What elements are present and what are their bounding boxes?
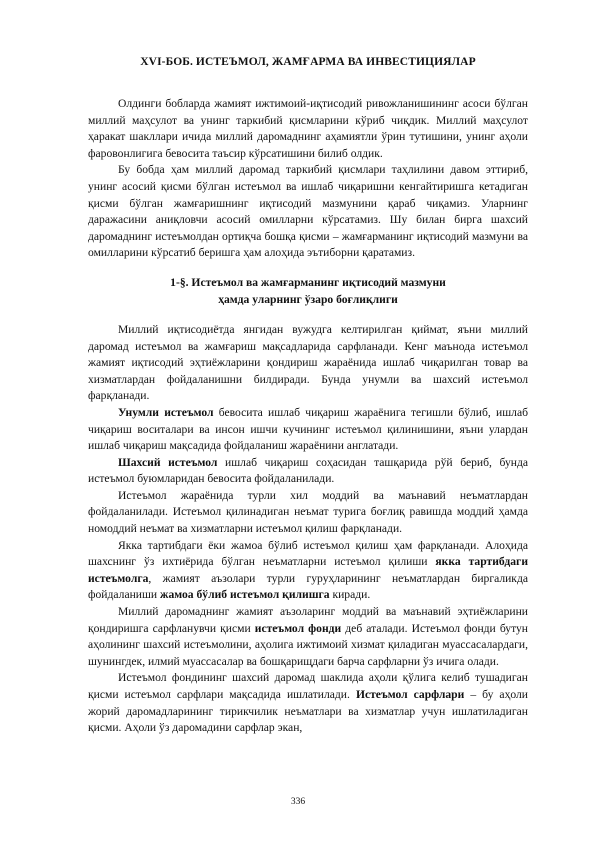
paragraph-consumption-expenses <box>88 670 528 736</box>
paragraph-material-goods: Истеъмол жараёнида турли хил моддий ва маънавий неъматлардан фойдаланилади. Истеъмол қилинадиган неъмат турига боғлиқ равишда моддий ҳамда номоддий неъмат ва хизматларни истеъмол қилиш фарқланади. <box>88 488 528 536</box>
paragraph-consumption-fund <box>88 604 528 670</box>
term-consumption-expenses: Истеъмол сарфлари <box>355 688 465 701</box>
intro-paragraph-2: Бу бобда ҳам миллий даромад таркибий қисмлари таҳлилини давом эттириб, унинг асосий қисми бўлган истеъмол ва ишлаб чиқаришни кенгайтиришга кетадиган қисми бўлган жамғаришнинг иқтисодий мазмунини қараб чиқамиз. Уларнинг даражасини аниқловчи асосий омилларни кўрсатамиз. Шу билан бирга шахсий даромаднинг истеъмолдан ортиқча бошқа қисми – жамғарманинг иқтисодий мазмуни ва омилларини кўрсатиб беришга ҳам алоҳида эътиборни қаратамиз. <box>88 163 528 260</box>
term-individual-consumption: якка тартибдаги истеъмолга <box>88 555 528 585</box>
section-title-line-2: ҳамда уларнинг ўзаро боғлиқлиги <box>218 292 398 306</box>
term-personal-consumption: Шахсий истеъмол <box>118 455 218 469</box>
paragraph-personal-consumption-text: ишлаб чиқариш соҳасидан ташқарида рўй бериб, бунда истеъмол буюмларидан бевосита фойдаланилади. <box>88 455 529 486</box>
paragraph-text: Истеъмол фондининг шахсий даромад шаклида аҳоли қўлига келиб тушадиган қисми истеъмол сарфлари мақсадида ишлатилади. <box>88 671 528 701</box>
chapter-title: XVI-БОБ. ИСТЕЪМОЛ, ЖАМҒАРМА ВА ИНВЕСТИЦИЯЛАР <box>140 56 476 68</box>
section-title-line-1: 1-§. Истеъмол ва жамғарманинг иқтисодий мазмуни <box>170 275 446 289</box>
section-title <box>88 274 528 308</box>
paragraph-text: – бу аҳоли жорий даромадларининг тирикчилик неъматлари ва хизматлар учун ишлатиладиган қисми. Аҳоли ўз даромадини сарфлар экан, <box>88 688 529 735</box>
term-collective-consumption: жамоа бўлиб истеъмол қилишга <box>160 588 330 602</box>
paragraph-national-income: Миллий иқтисодиётда янгидан вужудга келтирилган қиймат, яъни миллий даромад истеъмол ва жамғариш мақсадларида сарфланади. Кенг маънода истеъмол жамият иқтисодий эҳтиёжларини қондириш жараёнида ишлаб чиқарилган товар ва хизматлардан фойдаланишни билдиради. Бунда унумли ва шахсий истеъмол фарқланади. <box>88 322 528 403</box>
paragraph-text: Якка тартибдаги ёки жамоа бўлиб истеъмол қилиш ҳам фарқланади. Алоҳида шахснинг ўз ихтиёрида бўлган неъматларни истеъмол қилиши <box>88 538 528 569</box>
paragraph-text: деб аталади. Истеъмол фонди бутун аҳолининг шахсий истеъмолини, аҳолига ижтимоий хизмат қиладиган муассасалардаги, шунингдек, илмий муассасалар ва бошқарищдаги барча сарфларни ўз ичига олади. <box>88 621 529 668</box>
paragraph-text: Миллий даромаднинг жамият аъзоларинг моддий ва маънавий эҳтиёжларини қондиришга сарфланувчи қисми <box>88 605 528 635</box>
paragraph-productive-consumption <box>88 405 528 455</box>
term-productive-consumption: Унумли истеъмол <box>118 405 214 419</box>
paragraph-text: , жамият аъзолари турли гуруҳларининг неъматлардан биргаликда фойдаланиши <box>88 571 528 602</box>
term-consumption-fund: истеъмол фонди <box>254 621 342 635</box>
body-text <box>88 96 528 737</box>
intro-paragraph-1: Олдинги бобларда жамият ижтимоий-иқтисодий ривожланишининг асоси бўлган миллий маҳсулот ва унинг таркибий қисмларини кўриб чиқдик. Миллий маҳсулот ҳаракат шакллари ичида миллий даромаднинг аҳамиятли ўрин тутишини, унинг аҳоли фаровонлигига бевосита таъсир кўрсатишини билиб олдик. <box>88 97 528 160</box>
paragraph-individual-collective <box>88 538 528 604</box>
paragraph-personal-consumption <box>88 455 528 488</box>
page-number: 336 <box>290 797 306 807</box>
paragraph-text: киради. <box>329 588 371 602</box>
paragraph-productive-consumption-text: бевосита ишлаб чиқариш жараёнига тегишли бўлиб, ишлаб чиқариш воситалари ва инсон ишчи кучининг истеъмол қилинишини, яъни улардан ишлаб чиқариш мақсадида фойдаланиш жараёнини англатади. <box>88 405 528 453</box>
